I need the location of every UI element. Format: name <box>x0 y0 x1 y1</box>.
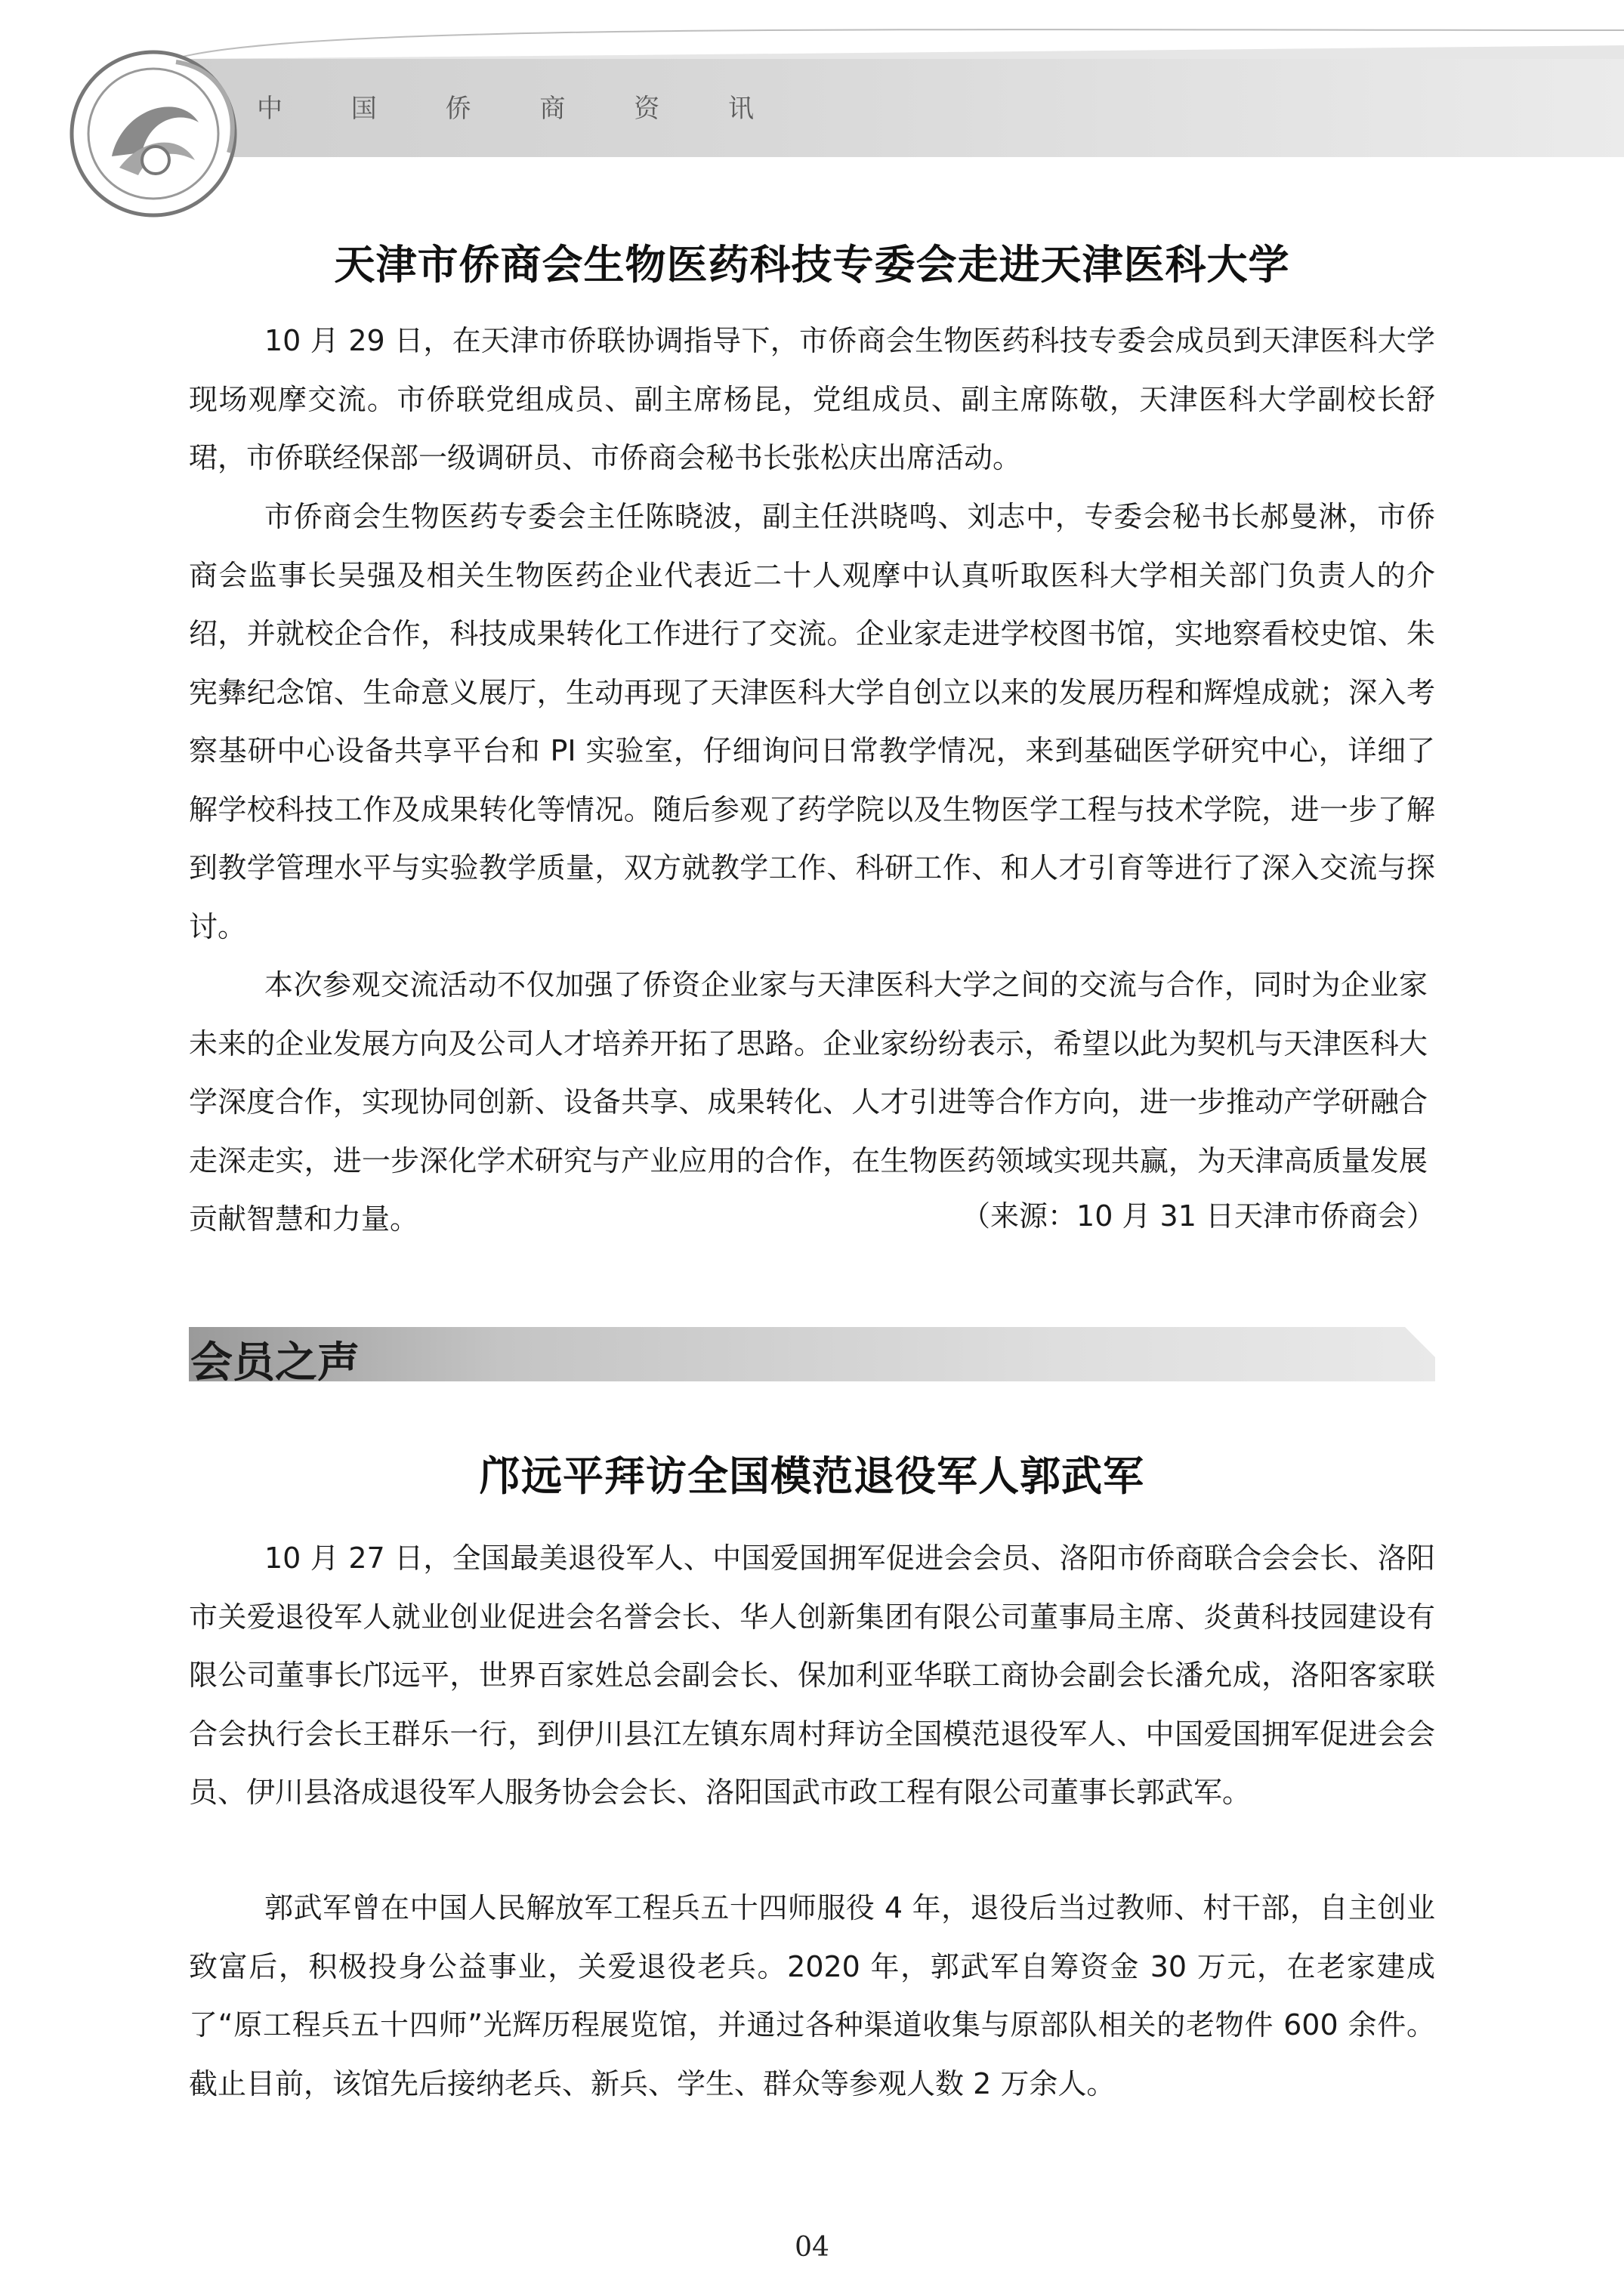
article-paragraph: 郭武军曾在中国人民解放军工程兵五十四师服役 4 年，退役后当过教师、村干部，自主创业致富后，积极投身公益事业，关爱退役老兵。2020 年，郭武军自筹资金 30 万元，在老家建成了“原工程兵五十四师”光辉历程展览馆，并通过各种渠道收集与原部队相关的老物件 600 余件。截止目前，该馆先后接纳老兵、新兵、学生、群众等参观人数 2 万余人。 <box>189 1891 1435 2100</box>
article-title: 天津市侨商会生物医药科技专委会走进天津医科大学 <box>334 241 1290 289</box>
header-title: 中 国 侨 商 资 讯 <box>257 94 785 124</box>
header-swoosh-decoration <box>0 0 1624 227</box>
article-paragraph: 本次参观交流活动不仅加强了侨资企业家与天津医科大学之间的交流与合作，同时为企业家未来的企业发展方向及公司人才培养开拓了思路。企业家纷纷表示，希望以此为契机与天津医科大学深度合作，实现协同创新、设备共享、成果转化、人才引进等合作方向，进一步推动产学研融合走深走实，进一步深化学术研究与产业应用的合作，在生物医药领域实现共赢，为天津高质量发展贡献智慧和力量。 <box>189 968 1428 1236</box>
article-paragraph: 10 月 29 日，在天津市侨联协调指导下，市侨商会生物医药科技专委会成员到天津医科大学现场观摩交流。市侨联党组成员、副主席杨昆，党组成员、副主席陈敬，天津医科大学副校长舒珺，市侨联经保部一级调研员、市侨商会秘书长张松庆出席活动。 <box>189 324 1435 474</box>
section-label: 会员之声 <box>190 1338 360 1387</box>
section-bar <box>189 1327 1435 1381</box>
article-source: （来源：10 月 31 日天津市侨商会） <box>946 1193 1435 1239</box>
logo-emblem-icon <box>66 47 240 221</box>
article-paragraph: 10 月 27 日，全国最美退役军人、中国爱国拥军促进会会员、洛阳市侨商联合会会长、洛阳市关爱退役军人就业创业促进会名誉会长、华人创新集团有限公司董事局主席、炎黄科技园建设有限公司董事长邝远平，世界百家姓总会副会长、保加利亚华联工商协会副会长潘允成，洛阳客家联合会执行会长王群乐一行，到伊川县江左镇东周村拜访全国模范退役军人、中国爱国拥军促进会会员、伊川县洛成退役军人服务协会会长、洛阳国武市政工程有限公司董事长郭武军。 <box>189 1542 1435 1809</box>
article-title: 邝远平拜访全国模范退役军人郭武军 <box>480 1452 1144 1500</box>
article-paragraph: 市侨商会生物医药专委会主任陈晓波，副主任洪晓鸣、刘志中，专委会秘书长郝曼淋，市侨商会监事长吴强及相关生物医药企业代表近二十人观摩中认真听取医科大学相关部门负责人的介绍，并就校企合作，科技成果转化工作进行了交流。企业家走进学校图书馆，实地察看校史馆、朱宪彝纪念馆、生命意义展厅，生动再现了天津医科大学自创立以来的发展历程和辉煌成就；深入考察基研中心设备共享平台和 PI 实验室，仔细询问日常教学情况，来到基础医学研究中心，详细了解学校科技工作及成果转化等情况。随后参观了药学院以及生物医学工程与技术学院，进一步了解到教学管理水平与实验教学质量，双方就教学工作、科研工作、和人才引育等进行了深入交流与探讨。 <box>189 500 1435 943</box>
page-number: 04 <box>795 2232 829 2263</box>
